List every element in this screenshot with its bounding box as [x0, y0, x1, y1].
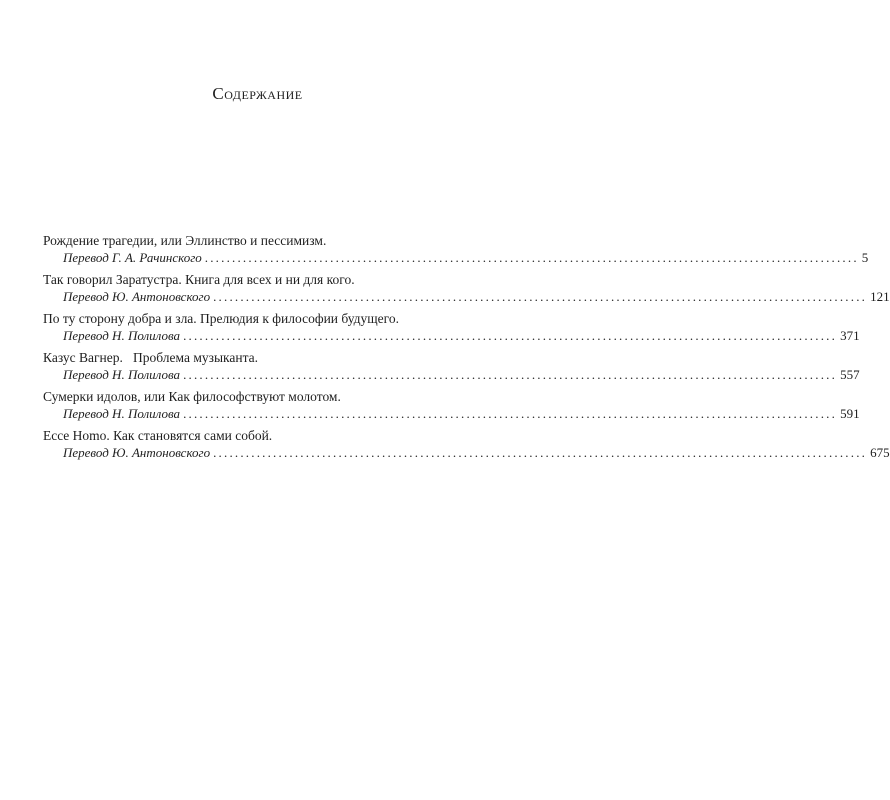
toc-entry: [43, 271, 890, 306]
toc-entry-translator: Перевод Н. Полилова: [63, 406, 181, 421]
dot-leader: ........................................................................................................................: [213, 445, 868, 460]
toc-entry-title: По ту сторону добра и зла. Прелюдия к философии будущего.: [43, 311, 399, 326]
toc-entry-detail: [63, 327, 860, 345]
dot-leader: ........................................................................................................................: [183, 328, 838, 343]
toc-entry-detail: [63, 288, 890, 306]
dot-leader: ........................................................................................................................: [183, 367, 838, 382]
table-of-contents: [43, 232, 890, 466]
toc-entry-translator: Перевод Ю. Антоновского: [63, 445, 211, 460]
toc-entry: [43, 388, 860, 423]
toc-entry-title: Казус Вагнер. Проблема музыканта.: [43, 350, 259, 365]
toc-entry-title: Рождение трагедии, или Эллинство и пессимизм.: [43, 233, 327, 248]
toc-entry-translator: Перевод Н. Полилова: [63, 328, 181, 343]
toc-entry: [43, 349, 860, 384]
toc-entry-page-number: 557: [840, 367, 860, 382]
dot-leader: ........................................................................................................................: [204, 250, 859, 265]
toc-entry-page-number: 675: [870, 445, 890, 460]
toc-entry: [43, 427, 890, 462]
dot-leader: ........................................................................................................................: [213, 289, 868, 304]
toc-entry-translator: Перевод Н. Полилова: [63, 367, 181, 382]
toc-entry-page-number: 5: [861, 250, 869, 265]
toc-entry-page-number: 591: [840, 406, 860, 421]
contents-heading: Содержание: [212, 84, 303, 103]
toc-entry: [43, 310, 860, 345]
toc-entry-title: Ecce Homo. Как становятся сами собой.: [43, 428, 273, 443]
toc-entry-translator: Перевод Г. А. Рачинского: [63, 250, 202, 265]
toc-entry: [43, 232, 869, 267]
toc-entry-translator: Перевод Ю. Антоновского: [63, 289, 211, 304]
toc-entry-detail: [63, 249, 869, 267]
toc-entry-title: Так говорил Заратустра. Книга для всех и ни для кого.: [43, 272, 355, 287]
toc-entry-page-number: 121: [870, 289, 890, 304]
toc-entry-detail: [63, 444, 890, 462]
toc-entry-page-number: 371: [840, 328, 860, 343]
toc-entry-detail: [63, 405, 860, 423]
toc-entry-title: Сумерки идолов, или Как философствуют молотом.: [43, 389, 341, 404]
toc-entry-detail: [63, 366, 860, 384]
dot-leader: ........................................................................................................................: [183, 406, 838, 421]
